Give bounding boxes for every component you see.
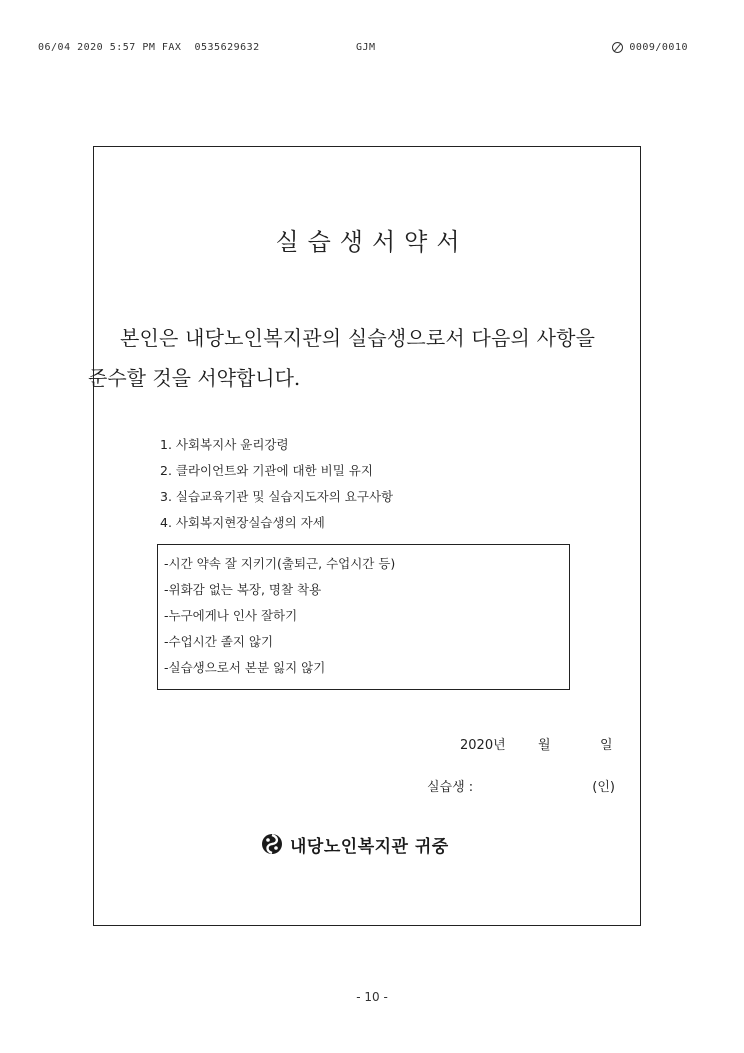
- rule-item: -수업시간 졸지 않기: [164, 634, 274, 649]
- seal-mark: (인): [592, 780, 615, 795]
- rule-item: -위화감 없는 복장, 명찰 착용: [164, 582, 322, 597]
- pledge-line-1: 본인은 내당노인복지관의 실습생으로서 다음의 사항을: [120, 326, 596, 350]
- list-item: 4. 사회복지현장실습생의 자세: [160, 515, 325, 530]
- date-day: 일: [600, 738, 613, 753]
- fax-status-icon: [612, 42, 623, 53]
- fax-header: [38, 42, 688, 56]
- list-item: 2. 클라이언트와 기관에 대한 비밀 유지: [160, 463, 373, 478]
- fax-page-info: [612, 42, 688, 53]
- organization-name: 내당노인복지관 귀중: [290, 836, 449, 857]
- date-month: 월: [538, 738, 551, 753]
- pledge-statement: [88, 318, 648, 398]
- fax-page-count: 0009/0010: [629, 42, 688, 53]
- list-item: 1. 사회복지사 윤리강령: [160, 437, 289, 452]
- fax-datetime: 06/04 2020 5:57 PM FAX 0535629632: [38, 42, 260, 53]
- fax-sender: GJM: [356, 42, 376, 53]
- document-frame: [93, 146, 641, 926]
- pledge-items-list: [160, 432, 580, 536]
- date-year: 2020년: [460, 738, 506, 753]
- rule-item: -시간 약속 잘 지키기(출퇴근, 수업시간 등): [164, 556, 396, 571]
- organization-line: [260, 830, 449, 858]
- page-number: - 10 -: [356, 990, 388, 1004]
- signature-line: [427, 776, 617, 794]
- organization-logo-icon: [260, 832, 284, 856]
- signature-label: 실습생 :: [427, 780, 474, 795]
- list-item: 3. 실습교육기관 및 실습지도자의 요구사항: [160, 489, 394, 504]
- conduct-rules-box: [157, 544, 570, 690]
- pledge-line-2: 준수할 것을 서약합니다.: [88, 366, 301, 390]
- rule-item: -누구에게나 인사 잘하기: [164, 608, 298, 623]
- rule-item: -실습생으로서 본분 잃지 않기: [164, 660, 326, 675]
- document-title: 실습생서약서: [275, 228, 469, 256]
- date-line: [460, 734, 620, 752]
